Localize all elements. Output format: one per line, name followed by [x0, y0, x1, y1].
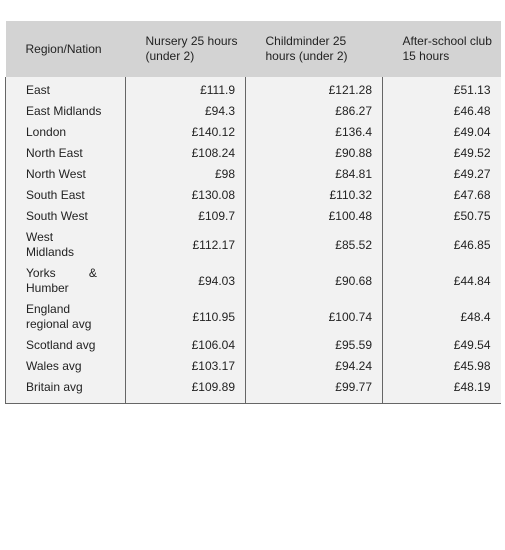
- cell-nursery: £109.7: [126, 206, 246, 227]
- table-row: [6, 77, 501, 101]
- cell-nursery: £110.95: [126, 299, 246, 335]
- cell-after-school: £44.84: [383, 263, 501, 299]
- header-nursery: Nursery 25 hours (under 2): [126, 21, 246, 77]
- cell-after-school: £49.52: [383, 143, 501, 164]
- cell-region: North East: [6, 143, 126, 164]
- cell-region: South West: [6, 206, 126, 227]
- childcare-costs-table: [5, 21, 501, 404]
- table-row: [6, 299, 501, 335]
- cell-after-school: £46.48: [383, 101, 501, 122]
- cell-nursery: £106.04: [126, 335, 246, 356]
- cell-childminder: £99.77: [246, 377, 383, 404]
- cell-region: East Midlands: [6, 101, 126, 122]
- childcare-costs-table-container: [5, 21, 500, 404]
- header-childminder: Childminder 25 hours (under 2): [246, 21, 383, 77]
- table-row: [6, 377, 501, 404]
- cell-region: Wales avg: [6, 356, 126, 377]
- cell-nursery: £130.08: [126, 185, 246, 206]
- cell-after-school: £49.04: [383, 122, 501, 143]
- cell-childminder: £136.4: [246, 122, 383, 143]
- table-row: [6, 122, 501, 143]
- table-row: [6, 164, 501, 185]
- cell-after-school: £49.27: [383, 164, 501, 185]
- table-row: [6, 335, 501, 356]
- cell-nursery: £140.12: [126, 122, 246, 143]
- header-region: Region/Nation: [6, 21, 126, 77]
- cell-region: North West: [6, 164, 126, 185]
- cell-after-school: £48.4: [383, 299, 501, 335]
- cell-nursery: £98: [126, 164, 246, 185]
- cell-childminder: £110.32: [246, 185, 383, 206]
- cell-region: London: [6, 122, 126, 143]
- cell-nursery: £103.17: [126, 356, 246, 377]
- table-body: [6, 77, 501, 404]
- cell-nursery: £94.03: [126, 263, 246, 299]
- cell-childminder: £85.52: [246, 227, 383, 263]
- cell-nursery: £109.89: [126, 377, 246, 404]
- cell-region: England regional avg: [6, 299, 126, 335]
- table-row: [6, 206, 501, 227]
- cell-childminder: £84.81: [246, 164, 383, 185]
- cell-childminder: £100.48: [246, 206, 383, 227]
- table-row: [6, 185, 501, 206]
- header-row: [6, 21, 501, 77]
- cell-nursery: £108.24: [126, 143, 246, 164]
- cell-childminder: £86.27: [246, 101, 383, 122]
- cell-after-school: £51.13: [383, 77, 501, 101]
- cell-region: Britain avg: [6, 377, 126, 404]
- cell-after-school: £45.98: [383, 356, 501, 377]
- table-header: [6, 21, 501, 77]
- cell-region: West Midlands: [6, 227, 126, 263]
- cell-childminder: £121.28: [246, 77, 383, 101]
- cell-region: East: [6, 77, 126, 101]
- cell-childminder: £95.59: [246, 335, 383, 356]
- cell-childminder: £90.68: [246, 263, 383, 299]
- table-row: [6, 356, 501, 377]
- table-row: [6, 143, 501, 164]
- cell-childminder: £100.74: [246, 299, 383, 335]
- table-row: [6, 263, 501, 299]
- cell-childminder: £94.24: [246, 356, 383, 377]
- cell-after-school: £48.19: [383, 377, 501, 404]
- header-after-school: After-school club 15 hours: [383, 21, 501, 77]
- table-row: [6, 227, 501, 263]
- cell-region: Yorks & Humber: [6, 263, 126, 299]
- cell-region: Scotland avg: [6, 335, 126, 356]
- table-row: [6, 101, 501, 122]
- cell-nursery: £111.9: [126, 77, 246, 101]
- cell-after-school: £47.68: [383, 185, 501, 206]
- cell-region: South East: [6, 185, 126, 206]
- cell-after-school: £46.85: [383, 227, 501, 263]
- cell-after-school: £50.75: [383, 206, 501, 227]
- cell-after-school: £49.54: [383, 335, 501, 356]
- cell-nursery: £94.3: [126, 101, 246, 122]
- cell-nursery: £112.17: [126, 227, 246, 263]
- cell-childminder: £90.88: [246, 143, 383, 164]
